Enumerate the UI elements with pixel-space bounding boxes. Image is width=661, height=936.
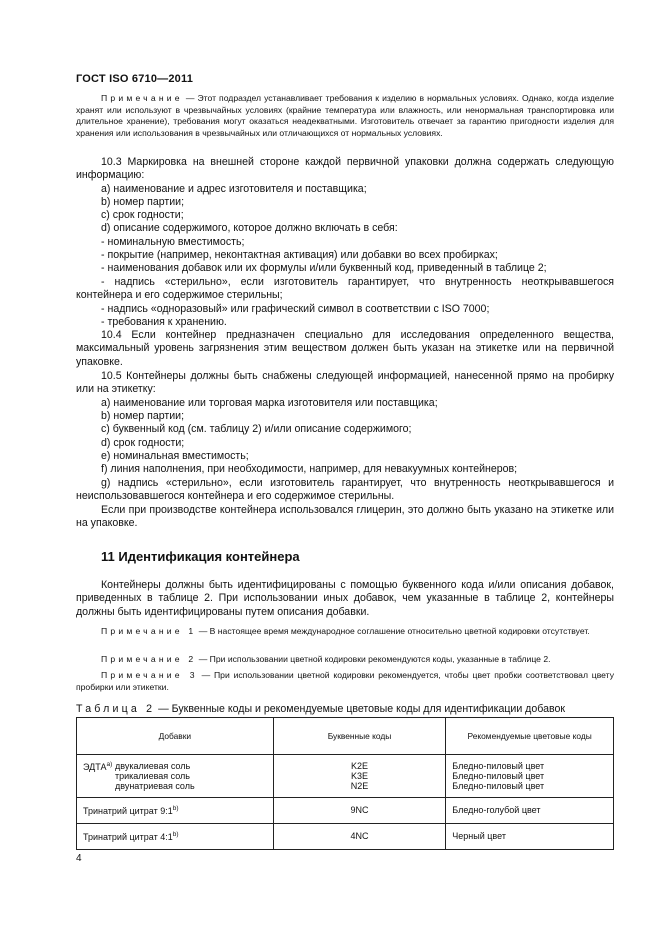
additive-cell — [77, 824, 274, 850]
list-item: b) номер партии; — [101, 196, 185, 208]
color-code: Бледно-пиловый цвет — [452, 771, 545, 781]
table-row — [77, 824, 614, 850]
list-item: c) срок годности; — [101, 209, 184, 221]
table-caption-text: — Буквенные коды и рекомендуемые цветовые коды для идентификации добавок — [158, 703, 566, 715]
section-10-5-intro: 10.5 Контейнеры должны быть снабжены следующей информацией, нанесенной прямо на пробирку или на этикетку: — [76, 370, 614, 396]
list-item: - наименования добавок или их формулы и/или буквенный код, приведенный в таблице 2; — [101, 262, 547, 274]
note-intro — [76, 93, 614, 139]
list-item: e) номинальная вместимость; — [101, 450, 249, 462]
footnote-marker: b) — [172, 831, 179, 838]
edta-label: ЭДТА — [83, 762, 107, 772]
note-1 — [76, 626, 614, 638]
note-text: — Этот подраздел устанавливает требования к изделию в нормальных условиях. Однако, когда изделие хранят или используют в чрезвычайных условиях (крайние температура или влажность, или ненормальная транспортировка или длительное хранение), требования могут оказаться неадекватными. Изготовитель отвечает за гарантию пригодности изделия для хранения или использования в чрезвычайных или отличающихся от нормальных условиях. — [76, 93, 614, 138]
table-row — [77, 755, 614, 798]
page-number: 4 — [76, 853, 82, 864]
additive-name: Тринатрий цитрат 9:1 — [83, 806, 173, 816]
list-item: d) срок годности; — [101, 437, 185, 449]
column-header: Буквенные коды — [273, 718, 446, 755]
additives-table — [76, 717, 614, 850]
note-label: Примечание 2 — [101, 654, 197, 664]
letter-code-cell: 4NC — [273, 824, 446, 850]
list-item: - покрытие (например, неконтактная активация) или добавки во всех пробирках; — [101, 249, 498, 261]
color-code: Бледно-пиловый цвет — [452, 781, 545, 791]
color-code-cell: Черный цвет — [446, 824, 614, 850]
letter-code-cell: 9NC — [273, 798, 446, 824]
table-row — [77, 798, 614, 824]
column-header: Добавки — [77, 718, 274, 755]
letter-code: K2E — [350, 761, 368, 771]
table-header-row — [77, 718, 614, 755]
list-item: b) номер партии; — [101, 410, 185, 422]
salt-name: двунатриевая соль — [115, 781, 195, 791]
table-caption — [76, 703, 614, 716]
list-item: - надпись «стерильно», если изготовитель гарантирует, что внутренность неоткрывавшегося контейнера и его содержимое стерильны; — [76, 276, 614, 302]
footnote-marker: a) — [106, 761, 113, 768]
glycerin-paragraph: Если при производстве контейнера использовался глицерин, это должно быть указано на этикетке или на упаковке. — [76, 504, 614, 530]
document-header: ГОСТ ISO 6710—2011 — [76, 73, 194, 85]
color-code: Бледно-пиловый цвет — [452, 761, 545, 771]
list-item: a) наименование или торговая марка изготовителя или поставщика; — [101, 397, 438, 409]
note-label: Примечание 3 — [101, 670, 198, 680]
list-item: a) наименование и адрес изготовителя и поставщика; — [101, 183, 367, 195]
section-10-4: 10.4 Если контейнер предназначен специально для исследования определенного вещества, максимальный уровень загрязнения этим веществом должен быть указан на этикетке или на первичной упаковке. — [76, 329, 614, 368]
salt-name: трикалиевая соль — [115, 771, 190, 781]
letter-code-cell — [273, 755, 446, 798]
letter-code: K3E — [350, 771, 368, 781]
table-caption-label: Таблица 2 — [76, 703, 156, 715]
color-code-cell: Бледно-голубой цвет — [446, 798, 614, 824]
note-text: — В настоящее время международное соглашение относительно цветной кодировки отсутствует. — [198, 626, 590, 636]
note-label: Примечание 1 — [101, 626, 197, 636]
column-header: Рекомендуемые цветовые коды — [446, 718, 614, 755]
section-11-title: 11 Идентификация контейнера — [101, 549, 300, 564]
list-item: c) буквенный код (см. таблицу 2) и/или описание содержимого; — [101, 423, 412, 435]
color-code-cell — [446, 755, 614, 798]
list-item: d) описание содержимого, которое должно включать в себя: — [101, 222, 398, 234]
salt-name: двукалиевая соль — [115, 761, 191, 771]
list-item: - надпись «одноразовый» или графический символ в соответствии с ISO 7000; — [101, 303, 490, 315]
section-11-paragraph: Контейнеры должны быть идентифицированы с помощью буквенного кода и/или описания добавок, приведенных в таблице 2. При использовании иных добавок, чем указанные в таблице 2, контейнеры должны быть идентифицированы путем описания добавки. — [76, 579, 614, 618]
letter-code: N2E — [350, 781, 369, 791]
additive-cell — [77, 798, 274, 824]
section-10-3-intro: 10.3 Маркировка на внешней стороне каждой первичной упаковки должна содержать следующую информацию: — [76, 156, 614, 182]
note-3 — [76, 670, 614, 693]
list-item: g) надпись «стерильно», если изготовитель гарантирует, что внутренность неоткрывавшегося и неиспользовавшегося контейнера и его содержимое стерильны. — [76, 477, 614, 503]
additive-cell — [77, 755, 274, 798]
note-text: — При использовании цветной кодировки рекомендуется, чтобы цвет пробки соответствовал цвету пробирки или этикетки. — [76, 670, 614, 692]
list-item: f) линия наполнения, при необходимости, например, для невакуумных контейнеров; — [101, 463, 518, 475]
list-item: - номинальную вместимость; — [101, 236, 245, 248]
note-text: — При использовании цветной кодировки рекомендуются коды, указанные в таблице 2. — [198, 654, 551, 664]
list-item: - требования к хранению. — [101, 316, 227, 328]
note-2 — [76, 654, 614, 666]
note-label: Примечание — [101, 93, 183, 103]
footnote-marker: b) — [172, 805, 179, 812]
additive-name: Тринатрий цитрат 4:1 — [83, 832, 173, 842]
